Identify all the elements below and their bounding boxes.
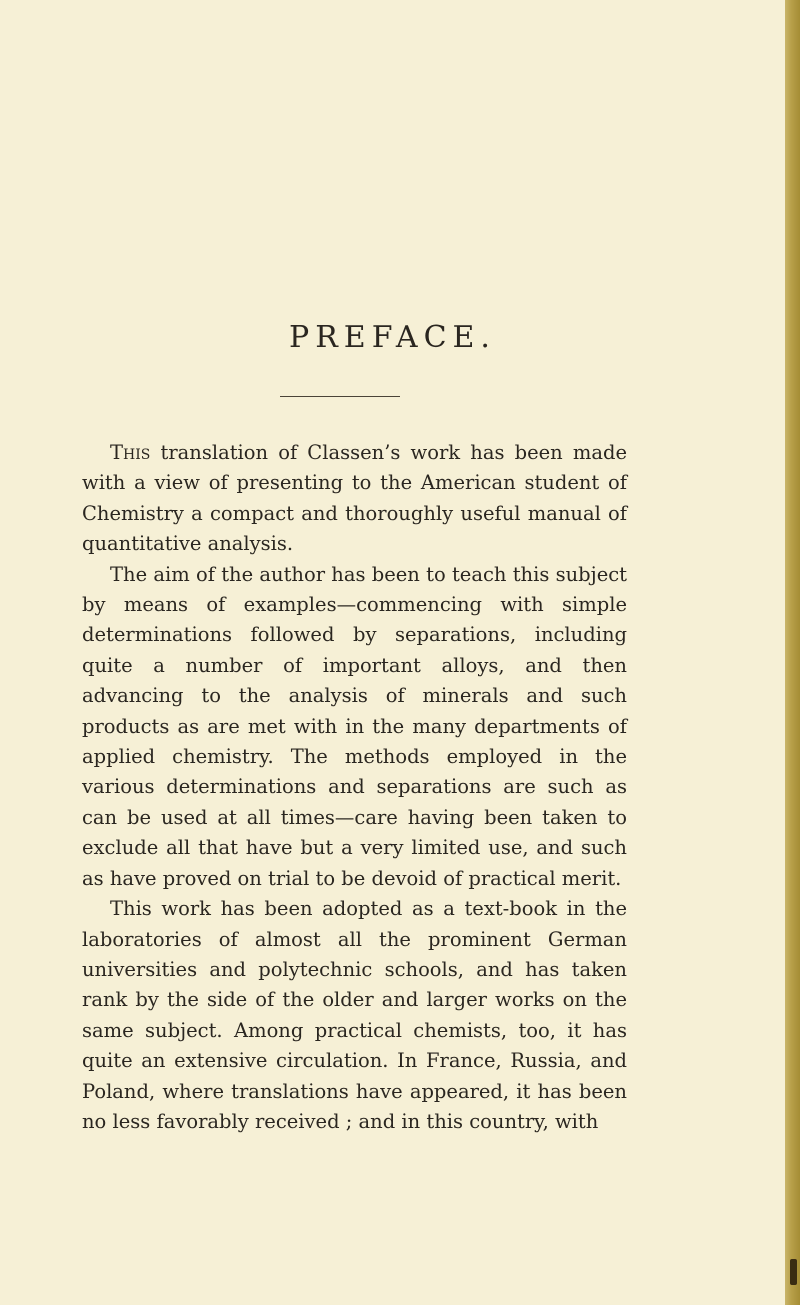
title-rule (280, 396, 400, 397)
paragraph-lead: This (110, 441, 151, 464)
paragraph-1 (82, 438, 627, 560)
preface-text (82, 438, 627, 1137)
edge-mark (790, 1259, 797, 1285)
paragraph-3 (82, 894, 627, 1137)
paragraph-text: This work has been adopted as a text-book in the laboratories of almost all the prominent German universities and polytechnic schools, and has taken rank by the side of the older and larger works on the same subject. Among practical chemists, too, it has quite an extensive circulation. In France, Russia, and Poland, where translations have appeared, it has been no less favorably received ; and in this country, with (82, 897, 627, 1133)
page-edge (785, 0, 800, 1305)
page-title: PREFACE. (289, 320, 496, 355)
paragraph-2 (82, 560, 627, 894)
paragraph-text: The aim of the author has been to teach this subject by means of examples—commencing with simple determinations followed by separations, including quite a number of important alloys, and then advancing to the analysis of minerals and such products as are met with in the many departments of applied chemistry. The methods employed in the various determinations and separations are such as can be used at all times—care having been taken to exclude all that have but a very limited use, and such as have proved on trial to be devoid of practical merit. (82, 562, 627, 890)
paragraph-text: translation of Classen’s work has been made with a view of presenting to the American student of Chemistry a compact and thoroughly useful manual of quantitative analysis. (82, 441, 627, 556)
